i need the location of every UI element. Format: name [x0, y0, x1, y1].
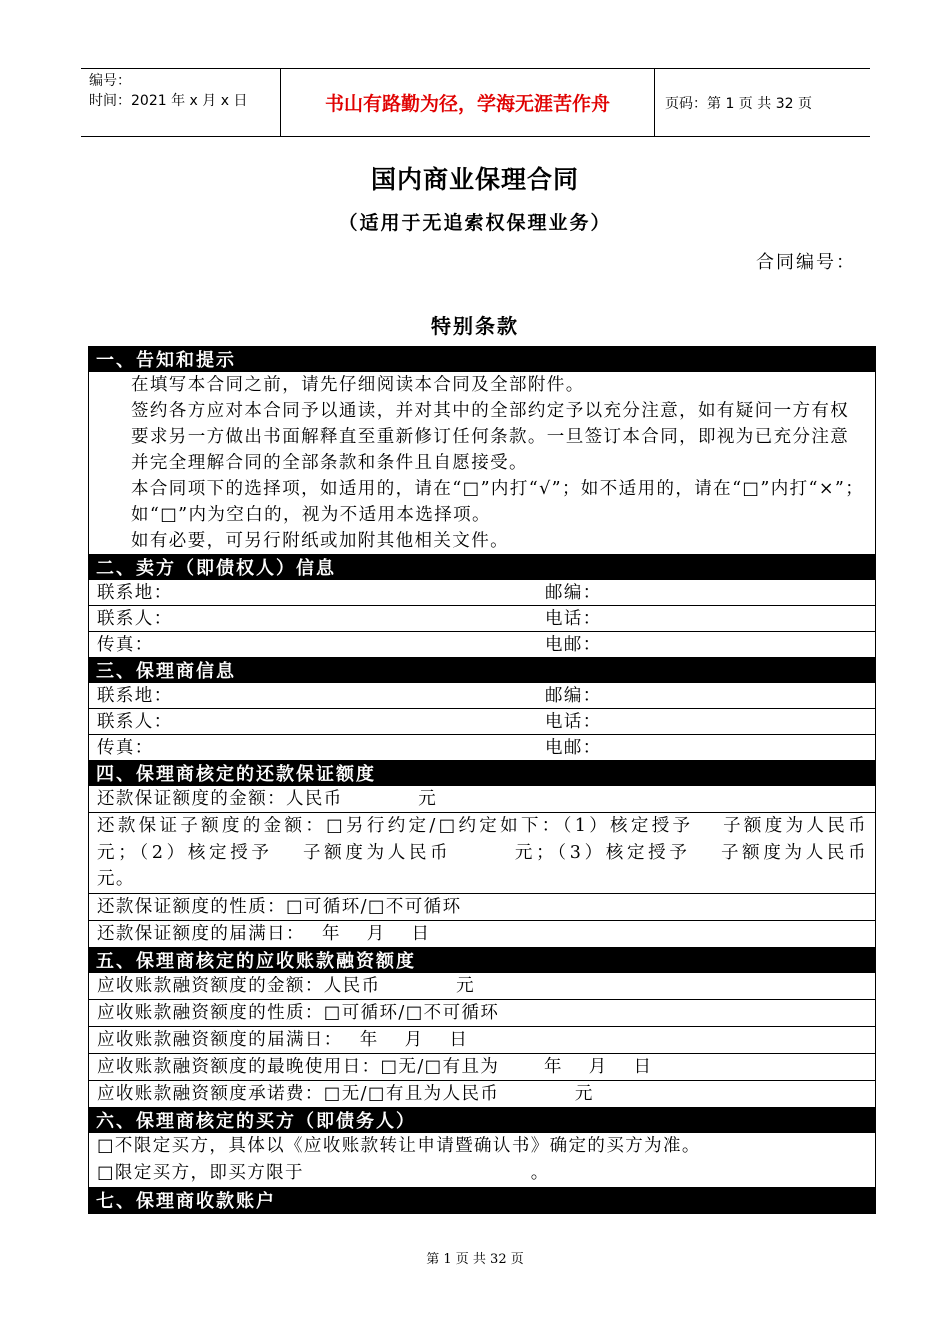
bullet-icon [95, 372, 131, 398]
factor-email-field[interactable]: 电邮： [545, 738, 602, 758]
section-2-header: 二、卖方（即债权人）信息 [89, 555, 875, 580]
financing-commitment-fee-row[interactable]: 应收账款融资额度承诺费：□无/□有且为人民币 元 [89, 1081, 875, 1108]
guarantee-amount-row[interactable]: 还款保证额度的金额：人民币 元 [89, 786, 875, 813]
financing-nature-row[interactable]: 应收账款融资额度的性质：□可循环/□不可循环 [89, 1000, 875, 1027]
notice-item [89, 372, 875, 398]
section-5-header: 五、保理商核定的应收账款融资额度 [89, 948, 875, 973]
seller-phone-field[interactable]: 电话： [545, 609, 602, 629]
contract-number-label: 合同编号： [756, 252, 856, 273]
seller-postcode-field[interactable]: 邮编： [545, 583, 602, 603]
factor-fax-row [89, 735, 875, 761]
factor-address-row [89, 683, 875, 709]
notice-text: 如有必要，可另行附纸或加附其他相关文件。 [131, 531, 509, 551]
financing-expiry-row[interactable]: 应收账款融资额度的届满日： 年 月 日 [89, 1027, 875, 1054]
document-title: 国内商业保理合同 [370, 165, 579, 194]
section-1-body [89, 372, 875, 555]
notice-text: 签约各方应对本合同予以通读，并对其中的全部约定予以充分注意，如有疑问一方有权要求另一方做出书面解释直至重新修订任何条款。一旦签订本合同，即视为已充分注意并完全理解合同的全部条款和条件且自愿接受。 [131, 401, 850, 473]
limited-buyer-option[interactable]: □限定买方，即买方限于 。 [97, 1162, 550, 1183]
seller-fax-row [89, 632, 875, 658]
header-number: 编号： [89, 73, 131, 89]
notice-item [89, 528, 875, 554]
factor-contact-field[interactable]: 联系人： [97, 712, 173, 732]
page-footer: 第 1 页 共 32 页 [426, 1252, 524, 1267]
notice-item [89, 476, 875, 528]
seller-contact-row [89, 606, 875, 632]
bullet-icon [95, 528, 131, 554]
section-4-header: 四、保理商核定的还款保证额度 [89, 761, 875, 786]
guarantee-nature-row[interactable]: 还款保证额度的性质：□可循环/□不可循环 [89, 894, 875, 921]
notice-text: 在填写本合同之前，请先仔细阅读本合同及全部附件。 [131, 375, 585, 395]
contract-form [88, 346, 924, 1214]
section-6-header: 六、保理商核定的买方（即债务人） [89, 1108, 875, 1133]
header-time: 时间：2021 年 x 月 x 日 [89, 93, 248, 109]
seller-address-row [89, 580, 875, 606]
header-motto: 书山有路勤为径，学海无涯苦作舟 [281, 69, 655, 136]
factor-address-field[interactable]: 联系地： [97, 686, 173, 706]
section-1-header: 一、告知和提示 [89, 347, 875, 372]
special-terms-heading: 特别条款 [431, 314, 519, 338]
factor-postcode-field[interactable]: 邮编： [545, 686, 602, 706]
header-page-info: 页码：第 1 页 共 32 页 [665, 95, 812, 112]
guarantee-expiry-row[interactable]: 还款保证额度的届满日： 年 月 日 [89, 921, 875, 948]
seller-address-field[interactable]: 联系地： [97, 583, 173, 603]
notice-item [89, 398, 875, 476]
financing-latest-use-row[interactable]: 应收账款融资额度的最晚使用日：□无/□有且为 年 月 日 [89, 1054, 875, 1081]
page-header [81, 68, 870, 137]
buyer-options [89, 1133, 875, 1188]
header-meta [81, 69, 281, 136]
section-3-header: 三、保理商信息 [89, 658, 875, 683]
seller-email-field[interactable]: 电邮： [545, 635, 602, 655]
section-7-header: 七、保理商收款账户 [89, 1188, 875, 1213]
notice-text: 本合同项下的选择项，如适用的，请在“□”内打“√”；如不适用的，请在“□”内打“×”；如“□”内为空白的，视为不适用本选择项。 [131, 479, 865, 525]
document-subtitle: （适用于无追索权保理业务） [338, 212, 612, 234]
factor-phone-field[interactable]: 电话： [545, 712, 602, 732]
factor-fax-field[interactable]: 传真： [97, 738, 154, 758]
seller-fax-field[interactable]: 传真： [97, 635, 154, 655]
guarantee-sub-amount-row[interactable]: 还款保证子额度的金额：□另行约定/□约定如下：（1）核定授予 子额度为人民币 元；（2）核定授予 子额度为人民币 元；（3）核定授予 子额度为人民币 元。 [89, 813, 875, 894]
unlimited-buyer-option[interactable]: □不限定买方，具体以《应收账款转让申请暨确认书》确定的买方为准。 [97, 1135, 701, 1156]
seller-contact-field[interactable]: 联系人： [97, 609, 173, 629]
financing-amount-row[interactable]: 应收账款融资额度的金额：人民币 元 [89, 973, 875, 1000]
factor-contact-row [89, 709, 875, 735]
